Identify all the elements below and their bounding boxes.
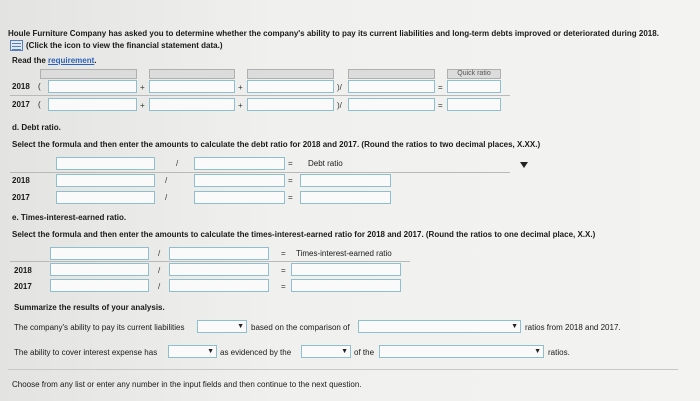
divider xyxy=(10,95,510,96)
quick-2017-input-2[interactable] xyxy=(149,98,235,111)
quick-2017-input-1[interactable] xyxy=(48,98,137,111)
divide-sign: / xyxy=(165,176,168,185)
divide-sign: / xyxy=(158,266,161,275)
dropdown-arrow-icon: ▼ xyxy=(511,323,518,330)
summary-line2-d: ratios. xyxy=(548,348,570,357)
divider xyxy=(10,261,410,262)
debt-formula-denominator[interactable] xyxy=(194,157,285,170)
requirement-link[interactable]: requirement xyxy=(48,56,95,65)
close-divide: )/ xyxy=(337,101,342,110)
cursor-icon xyxy=(520,162,528,168)
debt-2017-numerator[interactable] xyxy=(56,191,155,204)
divide-sign: / xyxy=(165,193,168,202)
debt-2018-denominator[interactable] xyxy=(194,174,285,187)
quick-ratio-header: Quick ratio xyxy=(447,69,501,79)
debt-2018-result[interactable] xyxy=(300,174,391,187)
tie-2018-year: 2018 xyxy=(14,266,32,275)
equals-sign: = xyxy=(281,249,286,258)
liabilities-trend-dropdown[interactable] xyxy=(197,320,247,333)
plus-sign: + xyxy=(140,101,145,110)
debt-2017-result[interactable] xyxy=(300,191,391,204)
summary-line2-b: as evidenced by the xyxy=(220,348,292,357)
tie-2017-result[interactable] xyxy=(291,279,401,292)
tie-instruction: Select the formula and then enter the amounts to calculate the times-interest-earned ratio for 2018 and 2017. (Round the ratios to one decimal place, X.X.) xyxy=(12,230,596,239)
divide-sign: / xyxy=(158,282,161,291)
debt-title: d. Debt ratio. xyxy=(12,123,61,132)
divide-sign: / xyxy=(158,249,161,258)
footer-text: Choose from any list or enter any number in the input fields and then continue to the next question. xyxy=(12,380,362,389)
quick-2018-year: 2018 xyxy=(12,82,30,91)
quick-2018-input-3[interactable] xyxy=(247,80,334,93)
quick-2017-input-3[interactable] xyxy=(247,98,334,111)
tie-2018-result[interactable] xyxy=(291,263,401,276)
dropdown-arrow-icon: ▼ xyxy=(207,348,214,355)
read-requirement: Read the requirement. xyxy=(12,56,97,65)
equals-sign: = xyxy=(281,266,286,275)
debt-2017-denominator[interactable] xyxy=(194,191,285,204)
tie-2018-numerator[interactable] xyxy=(50,263,149,276)
tie-2017-year: 2017 xyxy=(14,282,32,291)
quick-2018-input-2[interactable] xyxy=(149,80,235,93)
icon-instruction: (Click the icon to view the financial statement data.) xyxy=(26,41,223,50)
quick-2018-input-1[interactable] xyxy=(48,80,137,93)
footer-divider xyxy=(8,369,678,370)
equals-sign: = xyxy=(438,101,443,110)
equals-sign: = xyxy=(438,83,443,92)
tie-ratio-label: Times-interest-earned ratio xyxy=(296,249,392,258)
summary-line1-b: based on the comparison of xyxy=(251,323,350,332)
quick-header-cell-3[interactable] xyxy=(247,69,334,79)
equals-sign: = xyxy=(288,193,293,202)
interest-coverage-trend-dropdown[interactable] xyxy=(168,345,217,358)
quick-header-cell-4[interactable] xyxy=(348,69,435,79)
tie-formula-denominator[interactable] xyxy=(169,247,269,260)
debt-2018-numerator[interactable] xyxy=(56,174,155,187)
tie-formula-numerator[interactable] xyxy=(50,247,149,260)
tie-title: e. Times-interest-earned ratio. xyxy=(12,213,127,222)
quick-2017-input-4[interactable] xyxy=(348,98,435,111)
debt-2018-year: 2018 xyxy=(12,176,30,185)
ratio-name-dropdown[interactable] xyxy=(379,345,544,358)
tie-2017-numerator[interactable] xyxy=(50,279,149,292)
quick-2017-result[interactable] xyxy=(447,98,501,111)
debt-ratio-label: Debt ratio xyxy=(308,159,343,168)
summary-line1-a: The company's ability to pay its current liabilities xyxy=(14,323,185,332)
equals-sign: = xyxy=(281,282,286,291)
quick-header-cell-2[interactable] xyxy=(149,69,235,79)
dropdown-arrow-icon: ▼ xyxy=(534,348,541,355)
intro-text: Houle Furniture Company has asked you to determine whether the company's ability to pay its current liabilities and long-term debts improved or deteriorated during 2018. xyxy=(8,29,659,38)
divide-sign: / xyxy=(176,159,179,168)
quick-2017-year: 2017 xyxy=(12,100,30,109)
plus-sign: + xyxy=(238,83,243,92)
open-paren: ( xyxy=(38,100,41,109)
table-icon[interactable] xyxy=(10,40,23,51)
summary-title: Summarize the results of your analysis. xyxy=(14,303,165,312)
close-divide: )/ xyxy=(337,83,342,92)
quick-2018-result[interactable] xyxy=(447,80,501,93)
debt-instruction: Select the formula and then enter the amounts to calculate the debt ratio for 2018 and 2017. (Round the ratios to two decimal places, X.XX.) xyxy=(12,140,541,149)
summary-line1-c: ratios from 2018 and 2017. xyxy=(525,323,621,332)
quick-header-cell-1[interactable] xyxy=(40,69,137,79)
quick-2018-input-4[interactable] xyxy=(348,80,435,93)
dropdown-arrow-icon: ▼ xyxy=(237,323,244,330)
equals-sign: = xyxy=(288,159,293,168)
summary-line2-a: The ability to cover interest expense has xyxy=(14,348,158,357)
divider xyxy=(10,172,510,173)
plus-sign: + xyxy=(140,83,145,92)
debt-2017-year: 2017 xyxy=(12,193,30,202)
summary-line2-c: of the xyxy=(354,348,375,357)
tie-2018-denominator[interactable] xyxy=(169,263,269,276)
dropdown-arrow-icon: ▼ xyxy=(341,348,348,355)
equals-sign: = xyxy=(288,176,293,185)
ratio-type-dropdown[interactable] xyxy=(358,320,521,333)
evidence-dropdown[interactable] xyxy=(301,345,351,358)
debt-formula-numerator[interactable] xyxy=(56,157,155,170)
open-paren: ( xyxy=(38,82,41,91)
tie-2017-denominator[interactable] xyxy=(169,279,269,292)
plus-sign: + xyxy=(238,101,243,110)
